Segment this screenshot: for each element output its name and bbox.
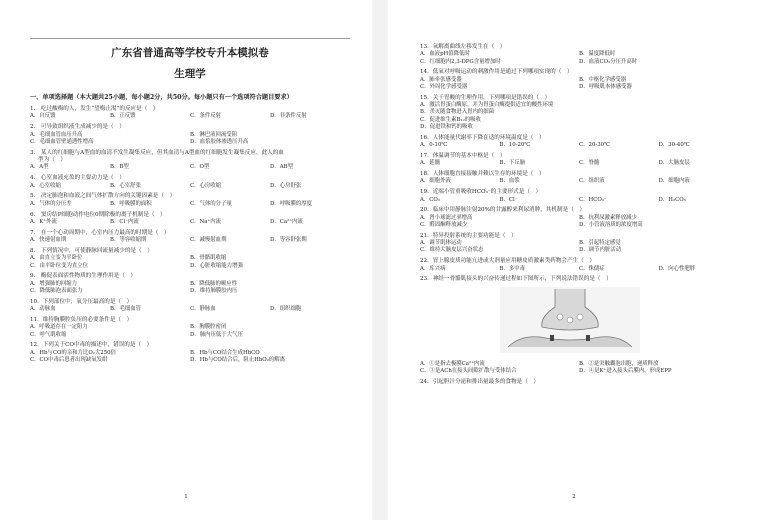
question-list-page-1 <box>30 106 350 364</box>
answer-option: B．Cl⁻内流 <box>110 219 139 226</box>
answer-option: A．由直立变为平卧位 <box>30 255 83 262</box>
question-text: 19．近端小管重吸收HCO₃⁻的主要形式是（ ） <box>420 189 542 196</box>
answer-option: B．淋巴液回流受阻 <box>190 131 238 138</box>
answer-options <box>30 350 350 364</box>
answer-options <box>420 178 738 185</box>
question-text: 15．关于胃酸的生理作用，下列哪项是错误的（ ） <box>420 94 551 101</box>
answer-option: D．大脑皮层 <box>658 160 690 167</box>
answer-option: C．呼气肌收缩 <box>30 331 67 338</box>
answer-options <box>30 113 350 120</box>
question-text: 10．下列部位中，氧分压最高的是（ ） <box>30 298 133 305</box>
exam-subject: 生理学 <box>174 68 206 80</box>
answer-option: C．静脉血 <box>190 306 216 313</box>
answer-option: B．杀灭随食物进入胃内的细菌 <box>420 109 495 116</box>
answer-option: A．自反馈 <box>30 113 56 120</box>
answer-option: B．呼吸膜的面积 <box>110 200 152 207</box>
answer-option: A．增强肺的回缩力 <box>30 280 78 287</box>
question-text: 11．维持胸膜腔负压的必要条件是（ ） <box>30 317 133 324</box>
answer-options <box>420 240 738 254</box>
answer-options <box>30 324 350 338</box>
answer-option: A．调节肌体运动 <box>420 240 462 247</box>
answer-option: C．醛固酮释放减少 <box>420 222 468 229</box>
answer-options <box>420 215 738 229</box>
page-number: 2 <box>572 494 576 500</box>
answer-option: B．毛细血管 <box>110 306 141 313</box>
answer-option: A．延髓 <box>420 160 441 167</box>
answer-option: D．血液CO₂分压升高时 <box>579 58 638 65</box>
answer-option: D．30-40℃ <box>658 142 690 149</box>
answer-option: B．10-20℃ <box>499 142 531 149</box>
answer-options <box>30 219 350 226</box>
answer-option: D．向心性肥胖 <box>658 265 696 272</box>
answer-option: A．肾小球滤过率增高 <box>420 214 473 221</box>
answer-option: C．维持大脑皮层兴奋状态 <box>420 247 484 254</box>
answer-options <box>30 183 350 190</box>
answer-options <box>30 237 350 244</box>
answer-option: A．快速射血期 <box>30 237 67 244</box>
answer-option: C．条件反射 <box>190 113 222 120</box>
answer-option: D．血浆胶体渗透压升高 <box>190 138 249 145</box>
answer-option: D．心房舒张 <box>270 182 302 189</box>
section-heading: 一、单项选择题（本大题共25小题，每小题2分，共50分。每小题只有一个选项符合题目要求） <box>30 94 293 101</box>
answer-options <box>420 142 738 149</box>
answer-option: A．呼吸道存在一定阻力 <box>30 324 88 331</box>
answer-options <box>30 164 350 171</box>
answer-option: B．心室舒张 <box>110 182 141 189</box>
question-text: 2． 可导致组织液生成减少的是（ ） <box>30 124 125 131</box>
answer-option: B．引起特定感觉 <box>579 240 621 247</box>
answer-option: B．Cl⁻ <box>499 196 518 203</box>
answer-option: D．等容舒张期 <box>270 237 307 244</box>
question-text: 4． 心室血液充盈的主要动力是（ ） <box>30 175 125 182</box>
answer-option: A．血液pH值降低时 <box>420 51 470 58</box>
question-text: 14．低氧对呼吸运动的刺激作用是通过下列哪项实现的（ ） <box>420 69 573 76</box>
question-text: 24．引起胆汁分泌和排出量最多的食物是（ ） <box>420 378 539 385</box>
question-text: 20．临床中用静脉注射20%的甘露醇来利尿消肿，其机制是（ ） <box>420 207 585 214</box>
answer-option: B．②是突触囊泡出胞，递质释放 <box>579 360 659 367</box>
answer-options <box>30 132 350 146</box>
question-text: 3． 某人的红细胞与A型血的血清不发生凝集反应，但其血清与A型血的红细胞发生凝集反应，此人的血 <box>30 149 284 156</box>
answer-option: A．K⁺外流 <box>30 219 57 226</box>
answer-option: B．B型 <box>110 164 129 171</box>
question-text: 22．胃上腺皮质功能亢进或大剂量应用糖皮质激素类药物会产生（ ） <box>420 258 595 265</box>
answer-option: B．胸膜腔密闭 <box>190 324 227 331</box>
question-text: 9． 酶促表面活性物质的生理作用是（ ） <box>30 273 137 280</box>
answer-option: C．③是ACh在接头间隙扩散与受体结合 <box>420 368 517 375</box>
answer-option: B．抗利尿激素释放减少 <box>579 214 637 221</box>
answer-option: B．血浆 <box>499 178 520 185</box>
answer-option: D．细胞内液 <box>658 178 690 185</box>
answer-option: D．小管液溶质的浓度增高 <box>579 222 643 229</box>
answer-option: D．呼吸肌本体感受器 <box>579 84 632 91</box>
answer-option: C．CO中毒后患者出现缺氧发绀 <box>30 357 108 364</box>
question-text: 7． 在一个心动周期中，心室内压力最高的时期是（ ） <box>30 229 170 236</box>
answer-option: A．毛细血管血压升高 <box>30 131 83 138</box>
answer-option: C．脊髓 <box>579 160 600 167</box>
answer-option: A．细胞外液 <box>420 178 451 185</box>
answer-option: D．Hb与CO结合后，阻止HbO₂的解离 <box>190 357 286 364</box>
answer-options <box>30 281 350 295</box>
answer-option: C．促进维生素B₁₂的吸收 <box>420 116 481 123</box>
answer-option: B．骨骼肌收缩 <box>190 255 227 262</box>
answer-option: B．温度降低时 <box>579 51 616 58</box>
answer-options <box>420 160 738 167</box>
answer-option: C．Na⁺内流 <box>190 219 222 226</box>
answer-option: B．等容收缩期 <box>110 237 147 244</box>
answer-option: C．外周化学感受器 <box>420 84 468 91</box>
question-text: 18．人体细胞直接接触并赖以生存的环境是（ ） <box>420 171 545 178</box>
answer-option: C．侏儒症 <box>579 265 605 272</box>
header-rule <box>30 38 350 39</box>
question-text: 5． 决定肺泡和血液之间气体扩散方向的关键因素是（ ） <box>30 193 176 200</box>
question-list-page-2 <box>420 44 738 386</box>
answer-option: B．中枢化学感受器 <box>579 76 627 83</box>
answer-options <box>30 306 350 313</box>
answer-option: A．CO₂ <box>420 196 440 203</box>
nmj-diagram <box>500 287 640 353</box>
page-2 <box>388 0 760 520</box>
answer-option: B．多中毒 <box>499 265 526 272</box>
answer-option: C．组织液 <box>579 178 605 185</box>
page-1 <box>0 0 372 520</box>
question-text: 13．氧解离曲线左移发生在（ ） <box>420 44 506 50</box>
answer-option: D．呼吸膜的厚度 <box>270 200 313 207</box>
question-text: 8． 下列情况中，可使静脉回流量减少的是（ ） <box>30 248 153 255</box>
answer-option: A．Hb与CO的亲和力比O₂大250倍 <box>30 349 116 356</box>
answer-option: D．④是K⁺进入接头后膜内，形成EPP <box>579 368 672 375</box>
page-number: 1 <box>184 494 188 500</box>
answer-option: C．红细胞内2,3-DPG含量增加时 <box>420 58 501 65</box>
question-text: 23．神经一骨骼肌接头的兴奋传递过程如下图所示，下列说法错误的是（ ） <box>420 276 612 283</box>
answer-option: B．降低肺的顺应性 <box>190 280 238 287</box>
question-text: 17．体温调节的基本中枢是（ ） <box>420 152 506 159</box>
answer-options <box>30 255 350 269</box>
question-text: 12．下列关于CO中毒的描述中，错误的是（ ） <box>30 342 153 349</box>
answer-option: D．肺内压低于大气压 <box>190 331 243 338</box>
answer-options <box>420 51 738 65</box>
answer-options <box>30 201 350 208</box>
answer-options <box>420 266 738 273</box>
answer-option: D．调节内脏活动 <box>579 247 622 254</box>
answer-option: B．正反馈 <box>110 113 136 120</box>
answer-options <box>420 197 738 204</box>
answer-option: D．非条件反射 <box>270 113 307 120</box>
answer-option: C．心房收缩 <box>190 182 222 189</box>
answer-option: D．H₂CO₃ <box>658 196 686 203</box>
question-text: 21．特异投射系统的主要功能是（ ） <box>420 232 517 239</box>
answer-options <box>420 77 738 91</box>
question-text-continued: 型为（ ） <box>38 157 66 164</box>
answer-option: C．气体的分子量 <box>190 200 232 207</box>
answer-option: C．由平卧位变为直立位 <box>30 262 89 269</box>
question-text: 6． 窦房结P细胞动作电位0期除极的离子机制是（ ） <box>30 211 166 218</box>
question-text: 16．人体能量代谢率下降在适的环境温度是（ ） <box>420 134 545 141</box>
answer-option: A．气体的分压差 <box>30 200 72 207</box>
answer-option: B．下丘脑 <box>499 160 526 167</box>
answer-option: D．Ca²⁺内流 <box>270 219 303 226</box>
answer-option: A．肺牵张感受器 <box>420 76 462 83</box>
answer-option: A．①是指去极膜Ca²⁺内流 <box>420 360 485 367</box>
answer-option: C．20-30℃ <box>579 142 611 149</box>
answer-option: D．维持肺膜胶内压 <box>190 288 238 295</box>
question-text: 1． 吃过酸梅的人，发生“望梅止渴”的反应是（ ） <box>30 106 159 112</box>
answer-option: A．A型 <box>30 164 49 171</box>
answer-option: D．促进铁和钙的吸收 <box>420 123 473 130</box>
answer-option: C．减慢射血期 <box>190 237 227 244</box>
answer-option: A．库兴病 <box>420 265 446 272</box>
answer-option: C．毛细血管壁通透性增高 <box>30 138 94 145</box>
answer-option: D．组织细胞 <box>270 306 302 313</box>
answer-options <box>420 102 738 131</box>
answer-option: A．激活胃蛋白酶原，并为胃蛋白酶提供适宜的酸性环境 <box>420 102 554 109</box>
answer-option: B．Hb与CO结合生成HbCO <box>190 349 260 356</box>
answer-option: A．0-10℃ <box>420 142 448 149</box>
answer-option: D．心脏收缩能力增强 <box>190 262 243 269</box>
answer-option: C．降低肺泡表面张力 <box>30 288 83 295</box>
answer-option: A．动脉血 <box>30 306 56 313</box>
answer-option: C．O型 <box>190 164 210 171</box>
answer-option: A．心室收缩 <box>30 182 61 189</box>
answer-option: C．HCO₃⁻ <box>579 196 607 203</box>
answer-options <box>420 361 738 375</box>
answer-option: D．AB型 <box>270 164 293 171</box>
exam-title: 广东省普通高等学校专升本模拟卷 <box>111 47 269 59</box>
